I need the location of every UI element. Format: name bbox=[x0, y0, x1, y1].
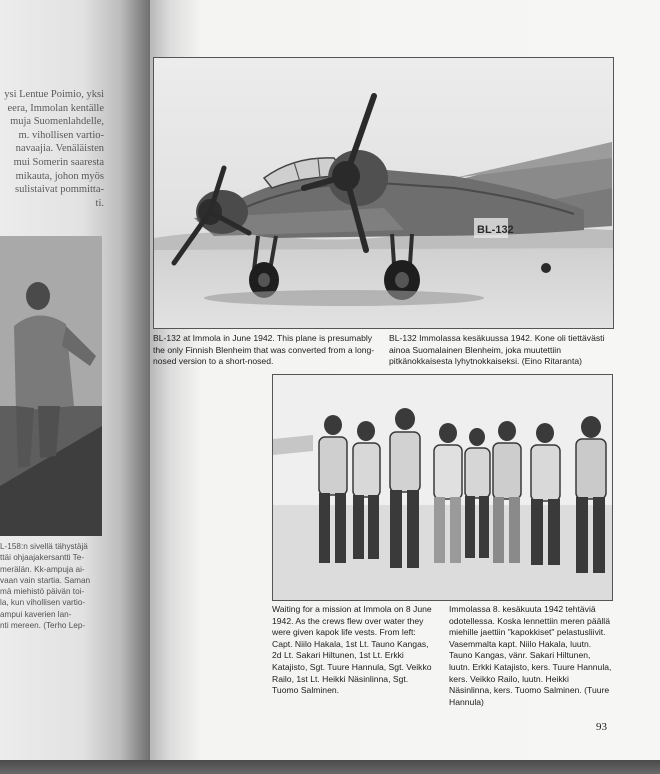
left-page-photo-pilot bbox=[0, 236, 102, 536]
blenheim-aircraft-illustration bbox=[154, 58, 613, 328]
fuselage-marking: BL-132 bbox=[477, 224, 514, 236]
page-number: 93 bbox=[596, 721, 607, 733]
crew-group-illustration bbox=[273, 375, 612, 600]
caption-plane-finnish: BL-132 Immolassa kesäkuussa 1942. Kone oli tiettävästi ainoa Suomalainen Blenheim, joka muutettiin pitkänokkaisesta lyhytnokkaiseksi. (Eino Ritaranta) bbox=[389, 333, 605, 367]
caption-crew-finnish: Immolassa 8. kesäkuuta 1942 tehtäviä odotellessa. Koska lennettiin meren päällä miehille jaettiin "kapokkiset" pelastusliivit. Vasemmalta kapt. Niilo Hakala, luutn. Tauno Kangas, vänr. Sakari Hiltunen, luutn. Erkki Katajisto, kers. Tuure Hannula, kers. Veikko Railo, luutn. Heikki Näsinlinna, kers. Tuomo Salminen. (Tuure Hannula) bbox=[449, 604, 612, 707]
pilot-figure bbox=[0, 236, 102, 536]
caption-plane-english: BL-132 at Immola in June 1942. This plane is presumably the only Finnish Blenheim that was converted from a long-nosed version to a short-nosed. bbox=[153, 333, 375, 367]
caption-crew-english: Waiting for a mission at Immola on 8 June 1942. As the crews flew over water they were given kapok life vests. From left: Capt. Niilo Hakala, 1st Lt. Tauno Kangas, 2d Lt. Sakari Hiltunen, 1st Lt. Erkki Katajisto, Sgt. Tuure Hannula, Sgt. Veikko Railo, 1st Lt. Heikki Näsinlinna, Sgt. Tuomo Salminen. bbox=[272, 604, 432, 696]
left-page-photo-caption: L-158:n sivellä tähystäjä ttäi ohjaajakersantti Te- merälän. Kk-ampuja ai- vaan vain startia. Saman mä miehistö päivän toi- la, kun vihollisen vartio- ampui kaverien lan- nti mereen. (Terho Lep- bbox=[0, 542, 91, 631]
photo-crew-group bbox=[272, 374, 613, 601]
left-page-body-text: ysi Lentue Poimio, yksi eera, Immolan kentälle muja Suomenlahdelle, m. vihollisen vartio- navaajia. Venäläisten mui Somerin saaresta mikauta, johon myös sulistaivat pommitta- ti. bbox=[4, 89, 104, 209]
book-edge-shadow bbox=[0, 760, 660, 774]
photo-blenheim-bl-132 bbox=[153, 57, 614, 329]
left-page bbox=[0, 0, 150, 774]
